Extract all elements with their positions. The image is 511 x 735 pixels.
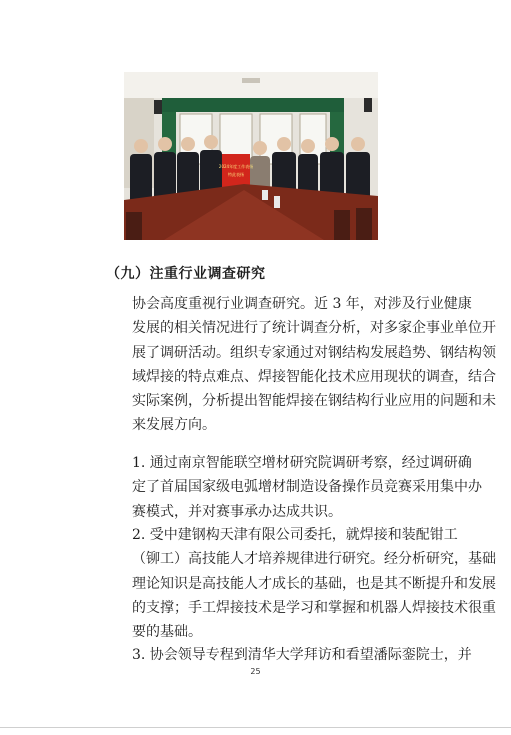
- paragraph-3: [104, 523, 496, 644]
- paragraph-line: 协会高度重视行业调查研究。近 3 年，对涉及行业健康: [132, 296, 472, 312]
- paragraph-line: 实际案例，分析提出智能焊接在钢结构行业应用的问题和未: [132, 393, 496, 410]
- paragraph-line: 赛模式，并对赛事承办达成共识。: [132, 503, 342, 520]
- paragraph-line: 域焊接的特点难点、焊接智能化技术应用现状的调查，结合: [132, 368, 496, 385]
- group-photo: [124, 72, 378, 240]
- paragraph-line: 定了首届国家级电弧增材制造设备操作员竞赛采用集中办: [132, 479, 482, 496]
- paragraph-line: 要的基础。: [132, 624, 202, 641]
- paragraph-line: 理论知识是高技能人才成长的基础，也是其不断提升和发展: [132, 575, 496, 592]
- paragraph-line: 3. 协会领导专程到清华大学拜访和看望潘际銮院士，并: [132, 647, 472, 663]
- section-heading: （九）注重行业调查研究: [106, 266, 266, 282]
- paragraph-1: [104, 292, 496, 438]
- paragraph-2: [104, 451, 482, 524]
- banner-text-line2: 特此表扬: [228, 172, 244, 177]
- paragraph-line: 1. 通过南京智能联空增材研究院调研考察，经过调研确: [132, 455, 472, 471]
- paragraph-4: [104, 643, 472, 667]
- paragraph-line: 展了调研活动。组织专家通过对钢结构发展趋势、钢结构领: [132, 344, 496, 361]
- paragraph-line: 2. 受中建钢构天津有限公司委托，就焊接和装配钳工: [132, 527, 458, 543]
- paragraph-line: 来发展方向。: [132, 417, 216, 434]
- paragraph-line: 发展的相关情况进行了统计调查分析，对多家企事业单位开: [132, 320, 496, 337]
- paragraph-line: 的支撑；手工焊接技术是学习和掌握和机器人焊接技术很重: [132, 599, 496, 616]
- page-number: 25: [250, 667, 261, 676]
- banner-text-line1: 2024年度工作表扬: [218, 164, 254, 169]
- page-bottom-rule: [0, 727, 511, 728]
- paragraph-line: （铆工）高技能人才培养规律进行研究。经分析研究，基础: [132, 551, 496, 568]
